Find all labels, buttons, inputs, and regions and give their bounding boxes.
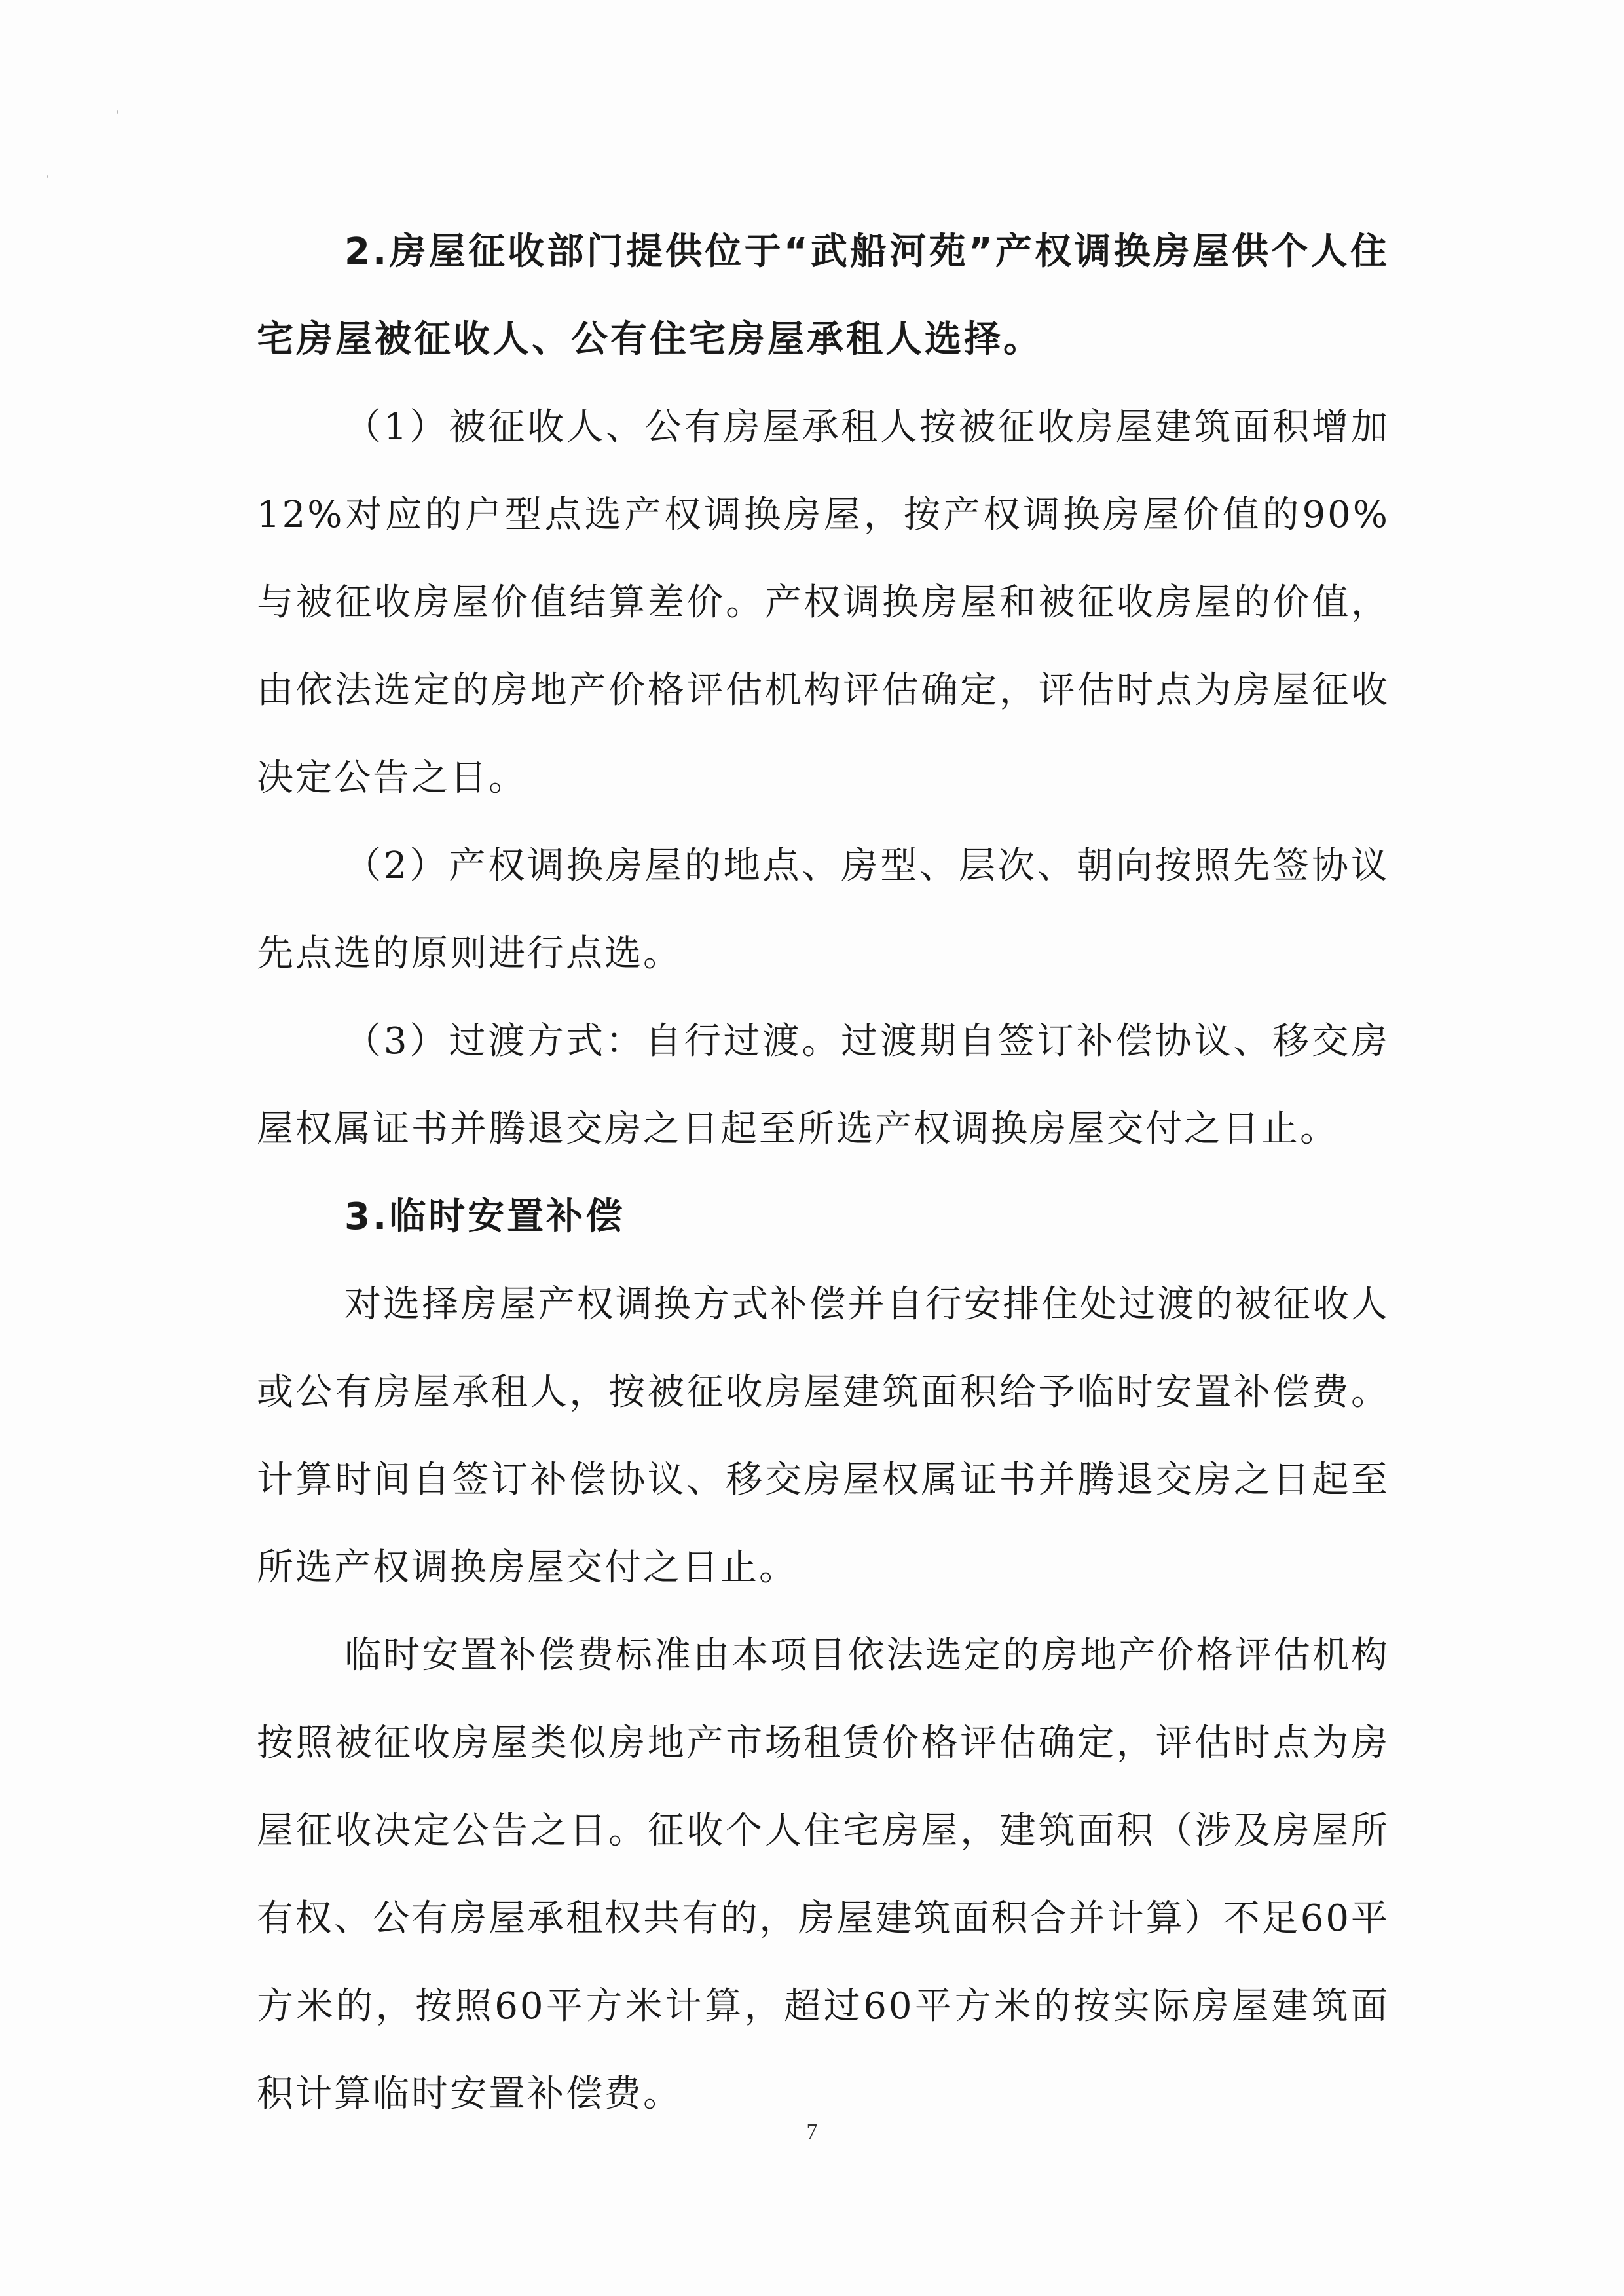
document-body bbox=[257, 208, 1390, 2138]
paragraph-item-2: （2）产权调换房屋的地点、房型、层次、朝向按照先签协议先点选的原则进行点选。 bbox=[257, 845, 1390, 975]
paragraph-item-1: （1）被征收人、公有房屋承租人按被征收房屋建筑面积增加12%对应的户型点选产权调换房屋，按产权调换房屋价值的90%与被征收房屋价值结算差价。产权调换房屋和被征收房屋的价值，由依法选定的房地产价格评估机构评估确定，评估时点为房屋征收决定公告之日。 bbox=[257, 406, 1390, 799]
scan-speck bbox=[117, 110, 118, 114]
paragraph-item-3: （3）过渡方式：自行过渡。过渡期自签订补偿协议、移交房屋权属证书并腾退交房之日起至所选产权调换房屋交付之日止。 bbox=[257, 1020, 1390, 1150]
paragraph-compensation-standard: 临时安置补偿费标准由本项目依法选定的房地产价格评估机构按照被征收房屋类似房地产市场租赁价格评估确定，评估时点为房屋征收决定公告之日。征收个人住宅房屋，建筑面积（涉及房屋所有权、公有房屋承租权共有的，房屋建筑面积合并计算）不足60平方米的，按照60平方米计算，超过60平方米的按实际房屋建筑面积计算临时安置补偿费。 bbox=[257, 1634, 1390, 2115]
section-heading-2: 2.房屋征收部门提供位于“武船河苑”产权调换房屋供个人住宅房屋被征收人、公有住宅房屋承租人选择。 bbox=[257, 230, 1390, 361]
page-number: 7 bbox=[806, 2120, 818, 2144]
scan-speck bbox=[47, 175, 48, 178]
paragraph-temporary-resettlement: 对选择房屋产权调换方式补偿并自行安排住处过渡的被征收人或公有房屋承租人，按被征收房屋建筑面积给予临时安置补偿费。计算时间自签订补偿协议、移交房屋权属证书并腾退交房之日起至所选产权调换房屋交付之日止。 bbox=[257, 1283, 1390, 1589]
section-heading-3: 3.临时安置补偿 bbox=[344, 1195, 625, 1238]
